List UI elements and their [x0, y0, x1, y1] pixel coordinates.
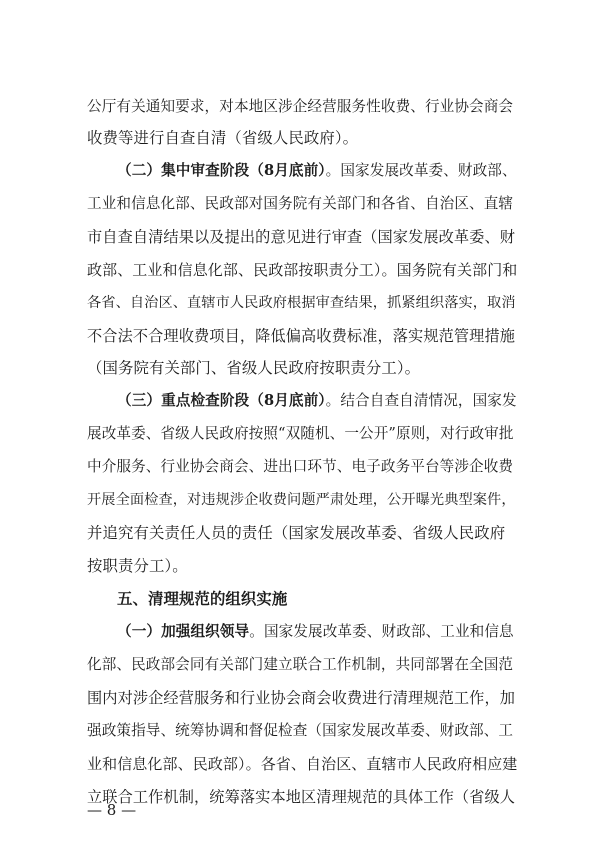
text-line: 化部、民政部会同有关部门建立联合工作机制，共同部署在全国范	[87, 656, 514, 673]
text-line: 。国家发展改革委、财政部、工业和信息	[249, 623, 514, 640]
text-line: 市自查自清结果以及提出的意见进行审查（国家发展改革委、财	[87, 228, 516, 246]
text-line: 不合法不合理收费项目，降低偏高收费标准，落实规范管理措施	[87, 327, 516, 345]
text-line: 工业和信息化部、民政部对国务院有关部门和各省、自治区、直辖	[87, 195, 514, 212]
text-line: 各省、自治区、直辖市人民政府根据审查结果，抓紧组织落实，取消	[87, 295, 516, 311]
text-line: 。结合自查自清情况，国家发	[325, 392, 517, 409]
text-line: 收费等进行自查自清（省级人民政府）。	[87, 129, 359, 147]
paragraph-start-line	[117, 386, 517, 416]
subsection-title: （一）加强组织领导	[117, 623, 250, 640]
text-line: 按职责分工）。	[87, 557, 188, 575]
text-line: （国务院有关部门、省级人民政府按职责分工）。	[87, 359, 421, 377]
text-line: 业和信息化部、民政部）。各省、自治区、直辖市人民政府相应建	[87, 755, 518, 773]
text-line: 展改革委、省级人民政府按照“双随机、一公开”原则，对行政审批	[87, 425, 514, 442]
text-line: 立联合工作机制，统筹落实本地区清理规范的具体工作（省级人	[87, 788, 516, 806]
subsection-title: （三）重点检查阶段（8月底前）	[117, 392, 326, 409]
text-line: 。国家发展改革委、财政部、	[325, 162, 517, 179]
text-line: 公厅有关通知要求，对本地区涉企经营服务性收费、行业协会商会	[87, 98, 514, 115]
text-line: 开展全面检查，对违规涉企收费问题严肃处理，公开曝光典型案件，	[87, 492, 516, 508]
paragraph-start-line	[117, 156, 517, 186]
subsection-title: （二）集中审查阶段（8月底前）	[117, 162, 326, 179]
page-number: — 8 —	[87, 801, 137, 819]
section-heading: 五、清理规范的组织实施	[117, 590, 288, 608]
text-line: 并追究有关责任人员的责任（国家发展改革委、省级人民政府	[87, 524, 506, 542]
text-line: 政部、工业和信息化部、民政部按职责分工）。国务院有关部门和	[87, 261, 518, 279]
text-line: 中介服务、行业协会商会、进出口环节、电子政务平台等涉企收费	[87, 458, 514, 475]
text-line: 围内对涉企经营服务和行业协会商会收费进行清理规范工作，加	[87, 689, 516, 707]
text-line: 强政策指导、统筹协调和督促检查（国家发展改革委、财政部、工	[87, 722, 514, 739]
paragraph-start-line	[117, 617, 517, 647]
